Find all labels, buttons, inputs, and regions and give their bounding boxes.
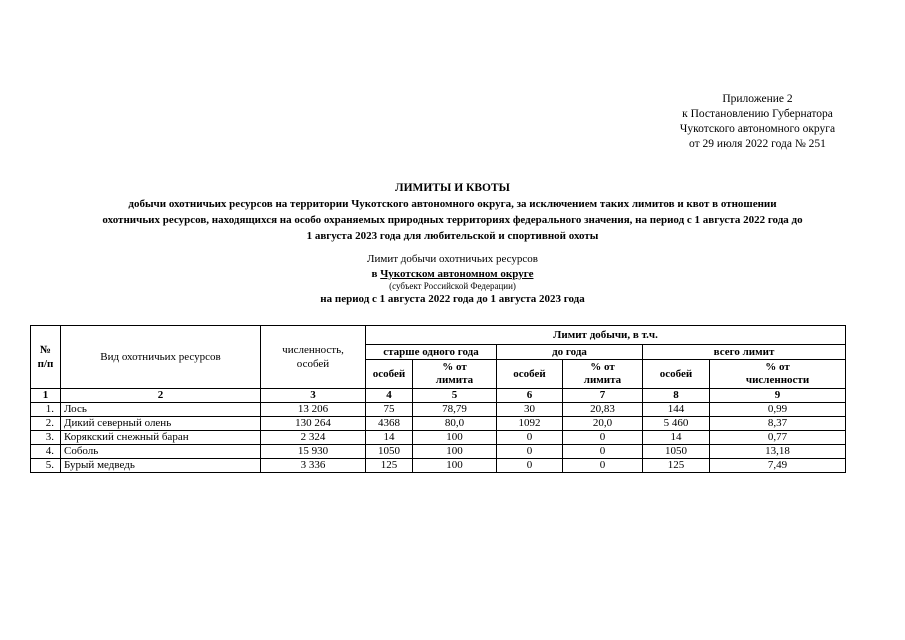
subject-note: (субъект Российской Федерации) xyxy=(389,281,516,291)
appendix-date-number: от 29 июля 2022 года № 251 xyxy=(689,138,826,150)
header-pct-limit: % от лимита xyxy=(413,360,497,389)
population-value: 2 324 xyxy=(261,431,366,445)
species-name: Лось xyxy=(61,403,261,417)
under-value: 1092 xyxy=(497,417,563,431)
older-pct-value: 100 xyxy=(413,459,497,473)
older-value: 4368 xyxy=(366,417,413,431)
column-number-row xyxy=(31,389,846,403)
title-line: добычи охотничьих ресурсов на территории Чукотского автономного округа, за исключением таких лимитов и квот в отношении xyxy=(128,198,777,210)
table-row xyxy=(31,403,846,417)
population-value: 15 930 xyxy=(261,445,366,459)
total-value: 5 460 xyxy=(643,417,710,431)
appendix-line: к Постановлению Губернатора xyxy=(682,108,833,120)
header-pct-limit: % от лимита xyxy=(563,360,643,389)
under-pct-value: 0 xyxy=(563,445,643,459)
table-row xyxy=(31,417,846,431)
total-value: 1050 xyxy=(643,445,710,459)
period-line: на период с 1 августа 2022 года до 1 августа 2023 года xyxy=(320,293,585,305)
under-value: 30 xyxy=(497,403,563,417)
header-num: № п/п xyxy=(31,326,61,389)
row-index: 2. xyxy=(31,417,61,431)
under-pct-value: 0 xyxy=(563,459,643,473)
column-number: 6 xyxy=(497,389,563,403)
header-species: Вид охотничьих ресурсов xyxy=(61,326,261,389)
appendix-line: Приложение 2 xyxy=(722,93,793,105)
under-value: 0 xyxy=(497,445,563,459)
header-population: численность, особей xyxy=(261,326,366,389)
total-pct-value: 0,99 xyxy=(710,403,846,417)
header-pct-population: % от численности xyxy=(710,360,846,389)
header-individuals: особей xyxy=(643,360,710,389)
older-value: 14 xyxy=(366,431,413,445)
document-title xyxy=(30,180,875,244)
column-number: 1 xyxy=(31,389,61,403)
total-value: 125 xyxy=(643,459,710,473)
header-individuals: особей xyxy=(366,360,413,389)
column-number: 3 xyxy=(261,389,366,403)
title-main: ЛИМИТЫ И КВОТЫ xyxy=(395,182,510,194)
total-value: 144 xyxy=(643,403,710,417)
total-pct-value: 0,77 xyxy=(710,431,846,445)
population-value: 3 336 xyxy=(261,459,366,473)
column-number: 9 xyxy=(710,389,846,403)
species-name: Бурый медведь xyxy=(61,459,261,473)
region-prefix: в xyxy=(371,267,378,280)
appendix-line: Чукотского автономного округа xyxy=(679,123,836,135)
column-number: 7 xyxy=(563,389,643,403)
table-row xyxy=(31,445,846,459)
total-pct-value: 8,37 xyxy=(710,417,846,431)
limits-table xyxy=(30,325,846,473)
species-name: Корякский снежный баран xyxy=(61,431,261,445)
population-value: 13 206 xyxy=(261,403,366,417)
older-pct-value: 100 xyxy=(413,445,497,459)
column-number: 2 xyxy=(61,389,261,403)
under-value: 0 xyxy=(497,459,563,473)
header-limit-group: Лимит добычи, в т.ч. xyxy=(366,326,846,345)
title-line: 1 августа 2023 года для любительской и спортивной охоты xyxy=(306,230,599,242)
column-number: 4 xyxy=(366,389,413,403)
limit-line: Лимит добычи охотничьих ресурсов xyxy=(367,253,538,265)
older-pct-value: 78,79 xyxy=(413,403,497,417)
under-pct-value: 20,0 xyxy=(563,417,643,431)
species-name: Дикий северный олень xyxy=(61,417,261,431)
total-pct-value: 7,49 xyxy=(710,459,846,473)
under-pct-value: 20,83 xyxy=(563,403,643,417)
header-total: всего лимит xyxy=(643,345,846,360)
row-index: 5. xyxy=(31,459,61,473)
column-number: 8 xyxy=(643,389,710,403)
row-index: 1. xyxy=(31,403,61,417)
row-index: 4. xyxy=(31,445,61,459)
header-individuals: особей xyxy=(497,360,563,389)
older-value: 75 xyxy=(366,403,413,417)
older-value: 125 xyxy=(366,459,413,473)
under-value: 0 xyxy=(497,431,563,445)
limit-heading xyxy=(180,252,725,307)
population-value: 130 264 xyxy=(261,417,366,431)
older-pct-value: 100 xyxy=(413,431,497,445)
title-line: охотничьих ресурсов, находящихся на особо охраняемых природных территориях федерального значения, на период с 1 августа 2022 года до xyxy=(102,214,803,226)
column-number: 5 xyxy=(413,389,497,403)
region-name: Чукотском автономном округе xyxy=(380,267,534,280)
total-pct-value: 13,18 xyxy=(710,445,846,459)
row-index: 3. xyxy=(31,431,61,445)
older-pct-value: 80,0 xyxy=(413,417,497,431)
header-under: до года xyxy=(497,345,643,360)
header-older: старше одного года xyxy=(366,345,497,360)
species-name: Соболь xyxy=(61,445,261,459)
region-line xyxy=(180,267,725,282)
older-value: 1050 xyxy=(366,445,413,459)
table-row xyxy=(31,431,846,445)
appendix-header xyxy=(640,92,875,152)
total-value: 14 xyxy=(643,431,710,445)
table-row xyxy=(31,459,846,473)
under-pct-value: 0 xyxy=(563,431,643,445)
